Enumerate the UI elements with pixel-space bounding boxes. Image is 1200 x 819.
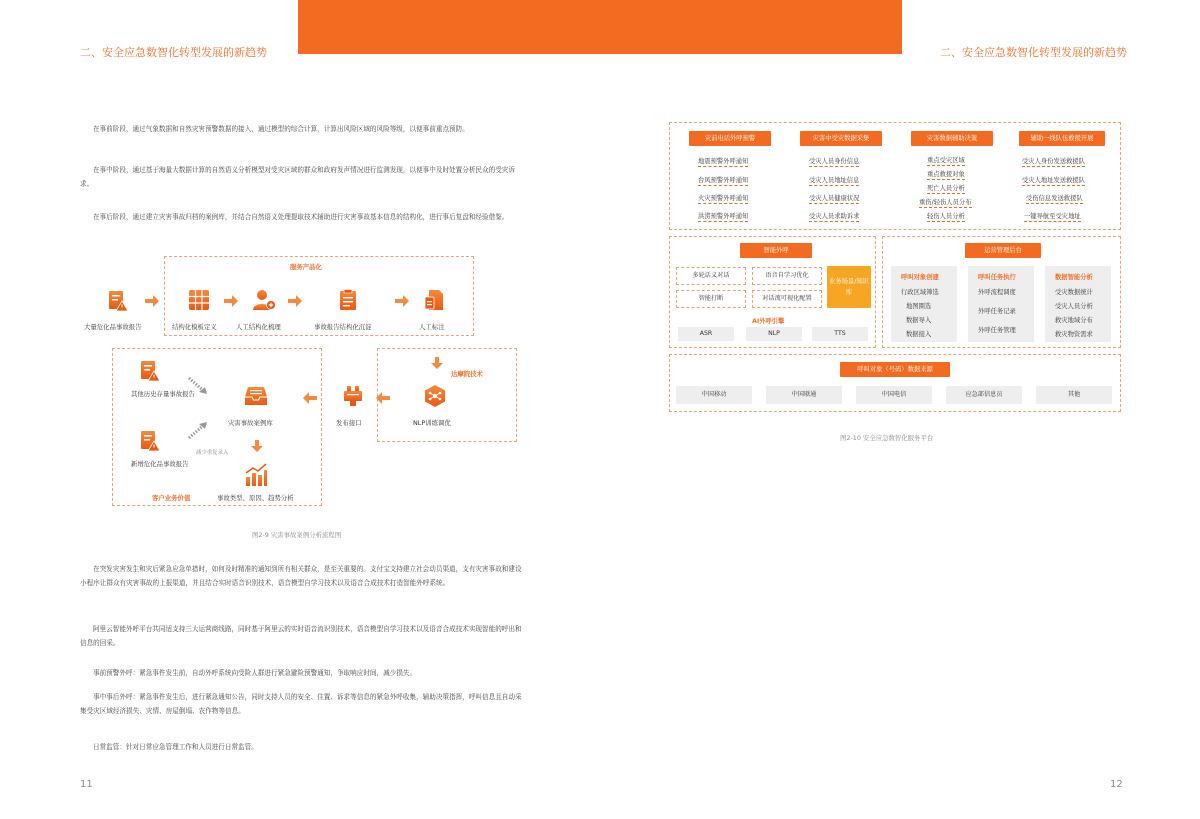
ops-item: 外呼任务记录 [978, 308, 1016, 315]
paragraph-call-2: 阿里云智能外呼平台共同适支持三大运营商线路，同时基于阿里云的实时语音流识别技术，语音模型自学习技术以及语音合成技术实现智能的呼出和信息的回采。 [80, 625, 522, 647]
figure9-caption: 图2-9 灾害事故案例分析流程图 [252, 531, 342, 539]
col-item: 受灾人员健康状况 [809, 195, 860, 202]
ops-item: 数据导入 [906, 317, 932, 324]
arrow-down-icon [251, 440, 263, 452]
arrow-right-icon [288, 295, 302, 307]
chart-icon [244, 463, 268, 487]
engine-tts: TTS [812, 327, 868, 341]
ops-col-title: 数据智能分析 [1055, 274, 1093, 281]
damo-tech-box [377, 348, 517, 442]
document-icon [336, 288, 360, 312]
publish-icon [341, 384, 365, 408]
paragraph-call-5: 日常监管：针对日常应急管理工作和人员进行日常监管。 [93, 743, 258, 751]
sync-label: 减少重复录入 [196, 450, 229, 456]
source-item: 其他 [1036, 386, 1112, 404]
source-item: 中国联通 [766, 386, 842, 404]
smart-call-feature: 对话流可视化配置 [752, 290, 822, 308]
arrow-right-icon [145, 295, 159, 307]
col-item: 受灾人地址发送救援队 [1022, 177, 1085, 184]
smart-call-feature: 智能打断 [676, 290, 746, 308]
col-item: 重点救援对象 [927, 171, 965, 178]
paragraph-during: 在事中阶段，通过基于海量大数据计算的自然语义分析模型对受灾区域的群众和政府发声情况进行监测发现，以便事中及时处置分析民众的受灾诉求。 [80, 166, 515, 188]
ops-item: 受灾人员分析 [1055, 303, 1093, 310]
folder-icon [423, 288, 447, 312]
paragraph-call-1: 在突发灾害发生和灾后紧急应急单措时，如何及时精准的通知到所有相关群众，是至关重要的。支付宝支持建立社会动员渠道，支有灾害事故和建设小程序让群众有灾害事故的上报渠道，并且结合实时语音识别技术，语音模型自学习技术以及语音合成技术打造智能外呼系统。 [80, 565, 522, 587]
arrow-left-icon [303, 392, 317, 404]
paragraph-call-3: 事前预警外呼：紧急事件发生前，自动外呼系统向受险人群进行紧急避险预警通知，争取响应时间，减少损失。 [93, 669, 417, 677]
user-add-icon [252, 288, 276, 312]
ops-title: 运营管理后台 [965, 243, 1041, 258]
step-label-4: 事故报告结构化沉淀 [314, 323, 372, 331]
paragraph-call-4: 事中事后外呼：紧急事件发生后，进行紧急通知公告，同时支持人员的安全、住置、诉求等信息的紧急外呼收集，辅助决策指挥，呼叫信息且自动采集受灾区域经济损失、灾情、房屋倒塌、农作物等信息。 [80, 693, 522, 715]
smart-call-title: 智能外呼 [740, 243, 812, 258]
step-label-5: 人工标注 [419, 323, 445, 331]
col-item: 台风预警外呼通知 [698, 177, 749, 184]
paragraph-after: 在事后阶段，通过建立灾害事故归档的案例库，并结合自然语义处理提取技术辅助进行灾害事故基本信息的结构化，进行事后复盘和经验借鉴。 [93, 213, 509, 221]
col-item: 受灾人员地址信息 [809, 177, 860, 184]
engine-asr: ASR [678, 327, 734, 341]
case-db-label: 灾害事故案例库 [228, 419, 273, 427]
arrow-right-icon [395, 295, 409, 307]
warning-report-icon [138, 428, 162, 452]
arrow-left-icon [376, 392, 390, 404]
right-section-title: 二、安全应急数智化转型发展的新趋势 [940, 46, 1127, 59]
col-item: 一键导航至受灾地址 [1024, 213, 1081, 220]
source-item: 应急部信息员 [946, 386, 1022, 404]
col-item: 轻伤人员分析 [927, 213, 965, 220]
customer-value-label: 客户业务价值 [152, 494, 191, 502]
col-item: 洪涝预警外呼通知 [698, 213, 749, 220]
ops-item: 外呼任务管理 [978, 327, 1016, 334]
publish-label: 发布接口 [336, 419, 362, 427]
service-productization-label: 服务产品化 [290, 263, 322, 271]
new-report-label: 新增危化品事故报告 [131, 460, 189, 468]
ops-item: 数据接入 [906, 331, 932, 338]
col-title-collect: 灾害中受灾数据采集 [800, 131, 882, 146]
smart-call-feature: 多轮话义对话 [676, 267, 746, 285]
ops-item: 地图圈选 [906, 303, 932, 310]
col-item: 死亡人员分析 [927, 185, 965, 192]
inbox-icon [244, 384, 268, 408]
ops-item: 救灾地域分布 [1055, 317, 1093, 324]
arrow-right-icon [224, 295, 238, 307]
page-number-right: 12 [1110, 779, 1123, 790]
col-item: 受伤信息发送救援队 [1026, 195, 1083, 202]
dotted-arrow-icon [187, 376, 209, 396]
col-item: 火灾预警外呼通知 [698, 195, 749, 202]
figure10-caption: 图2-10 安全应急数智化服务平台 [840, 434, 934, 442]
damo-tech-label: 达摩院技术 [451, 370, 483, 378]
step-label-3: 人工结构化梳理 [236, 323, 281, 331]
col-title-rescue: 辅助一线队伍救援开展 [1019, 131, 1105, 146]
col-item: 重点受灾区域 [927, 157, 965, 164]
source-item: 中国电信 [856, 386, 932, 404]
ops-col-title: 呼叫对象创建 [901, 274, 939, 281]
nlp-label: NLP训练调优 [413, 419, 451, 427]
col-item: 受灾人员身份信息 [809, 158, 860, 165]
col-item: 受灾人身份发送救援队 [1022, 158, 1085, 165]
ai-engine-title: AI外呼引擎 [752, 318, 785, 325]
col-item: 重伤/轻伤人员分布 [919, 199, 972, 206]
ops-col-title: 呼叫任务执行 [978, 274, 1016, 281]
col-title-warning: 灾前电话外呼预警 [689, 131, 771, 146]
history-report-label: 其他历史存量事故报告 [131, 390, 195, 398]
ops-item: 行政区域筛选 [901, 289, 939, 296]
source-title: 呼叫对象（号码）数据来源 [840, 362, 950, 377]
step-label-2: 结构化模板定义 [172, 323, 217, 331]
knowledge-base-tag: 业务场景/知识库 [827, 266, 871, 308]
ops-item: 外呼流程调度 [978, 289, 1016, 296]
source-item: 中国移动 [676, 386, 752, 404]
left-section-title: 二、安全应急数智化转型发展的新趋势 [80, 46, 267, 59]
engine-nlp: NLP [746, 327, 802, 341]
col-item: 地震预警外呼通知 [698, 158, 749, 165]
arrow-down-icon [431, 357, 443, 369]
smart-call-feature: 语音自学习优化 [752, 267, 822, 285]
col-item: 受灾人员求助诉求 [809, 213, 860, 220]
ops-item: 受灾数据统计 [1055, 289, 1093, 296]
paragraph-before: 在事前阶段，通过气象数据和自然灾害预警数据的接入，通过模型的综合计算，计算出风险区域的风险等级，以便事前重点预防。 [93, 125, 469, 133]
network-icon [423, 384, 447, 408]
step-label-1: 大量危化品事故报告 [84, 323, 142, 331]
ops-item: 救灾物资需求 [1055, 331, 1093, 338]
page-number-left: 11 [80, 779, 93, 790]
grid-icon [187, 288, 211, 312]
warning-report-icon [138, 358, 162, 382]
dotted-arrow-icon [187, 420, 209, 440]
report-icon [106, 288, 130, 312]
col-title-decision: 灾害数据辅助决策 [911, 131, 993, 146]
top-banner [298, 0, 902, 54]
analysis-label: 事故类型、原因、趋势分析 [217, 494, 294, 502]
